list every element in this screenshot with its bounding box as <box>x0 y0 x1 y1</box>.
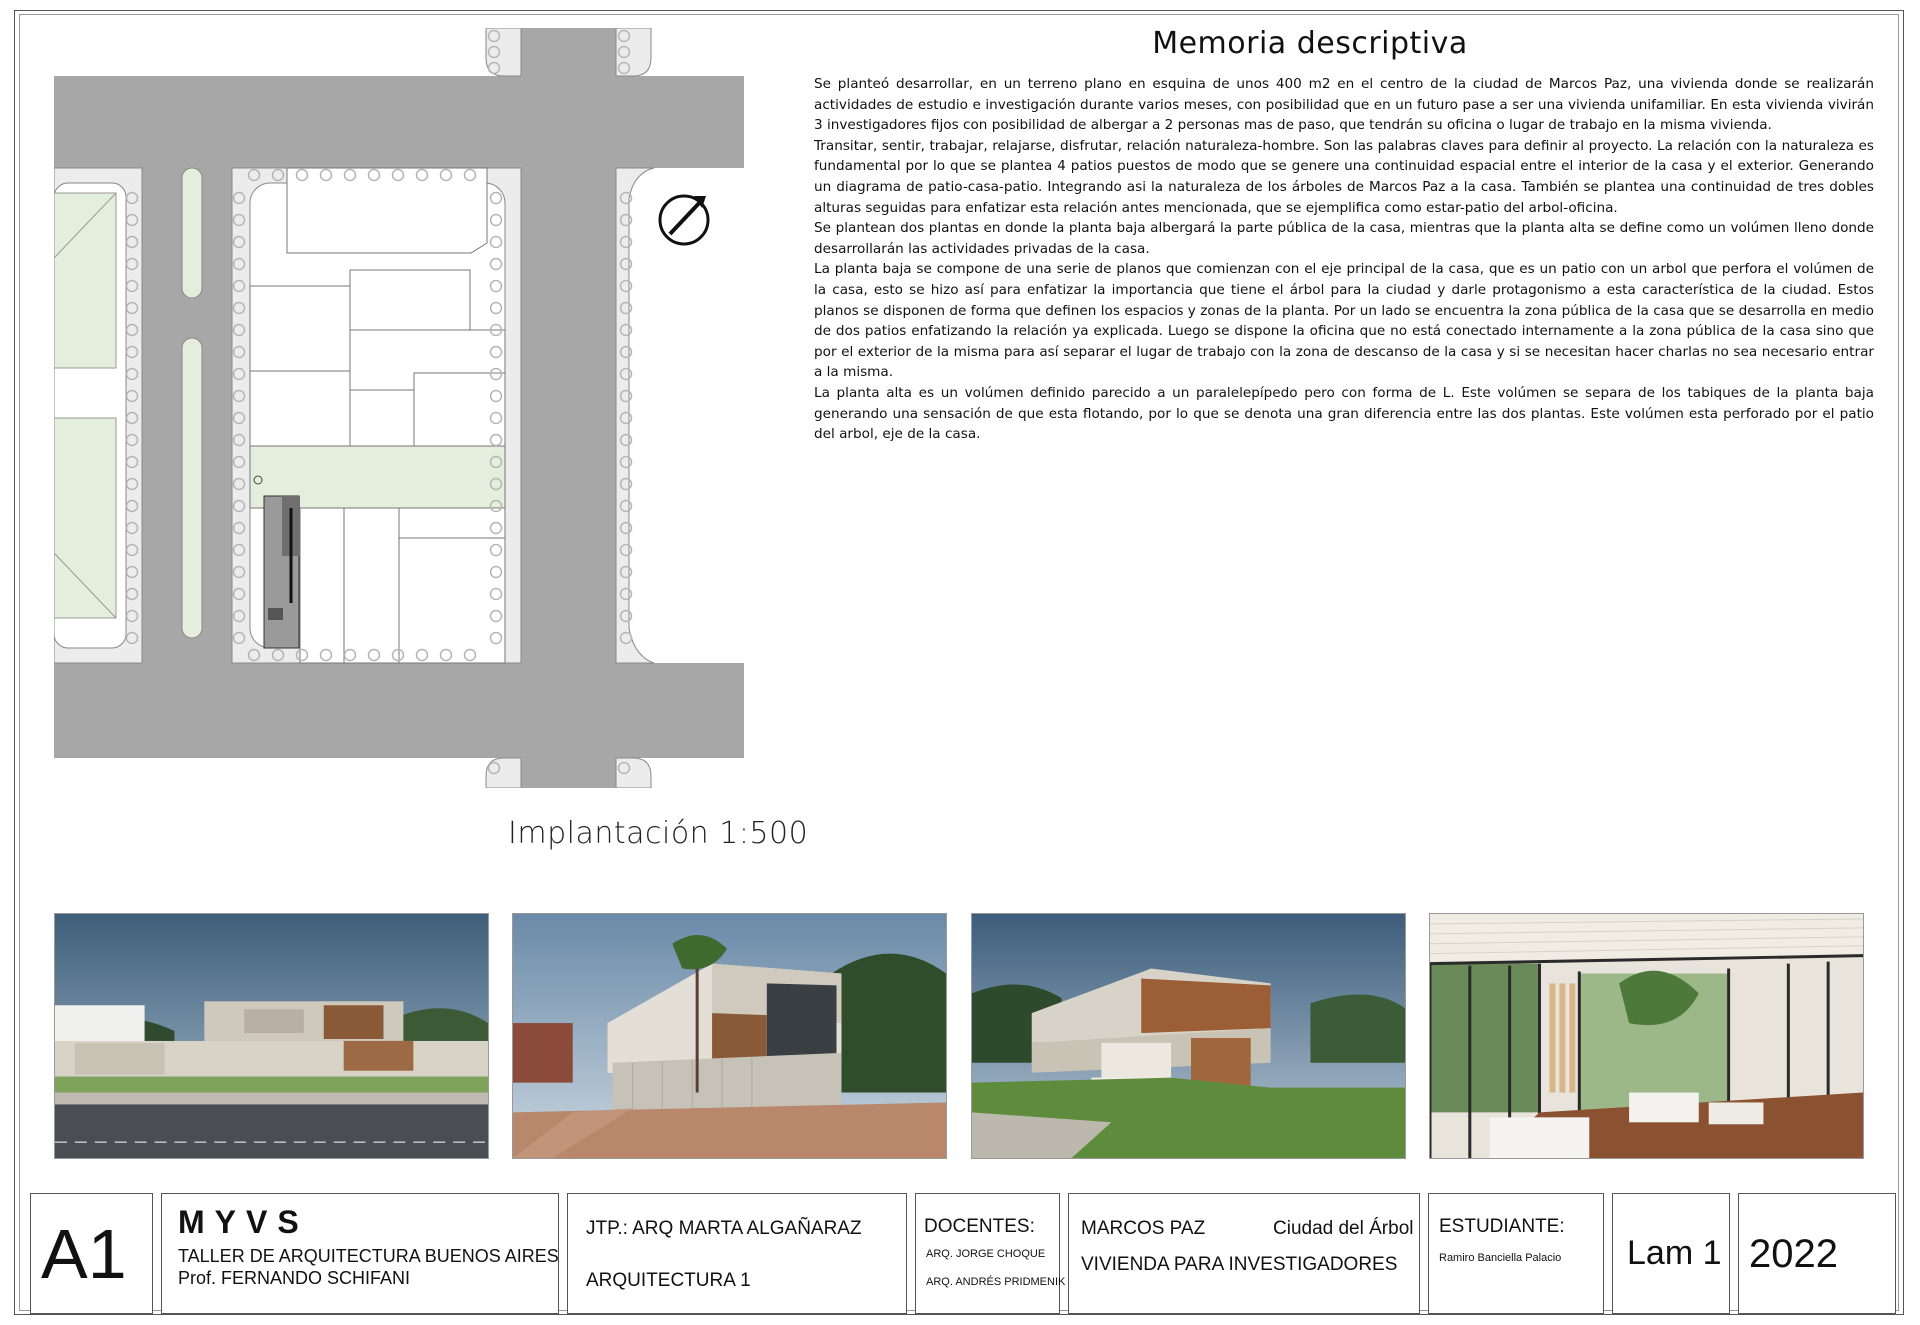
site-plan <box>54 28 744 788</box>
tb-workshop-cell <box>161 1193 559 1314</box>
site-plan-caption: Implantación 1:500 <box>508 816 809 851</box>
memoria-paragraph: La planta baja se compone de una serie de planos que comienzan con el eje principal de la casa, que es un patio con un arbol que perfora el volúmen de la casa, esto se hizo así para enfatizar la importancia que tiene el árbol para la ciudad y darle protagonismo a esta característica de la ciudad. Estos planos se disponen de forma que definen los espacios y zonas de la planta. Por un lado se encuentra la zona pública de la casa que se desarrolla en medio de dos patios enfatizando la relación ya explicada. Luego se dispone la oficina que no está conectado internamente a la zona pública de la casa sino que por el exterior de la misma para así separar el lugar de trabajo con la zona de descanso de la casa y si se necesitan hacer charlas no sea necesario entrar a la misma. <box>814 261 1874 381</box>
tb-project-cell <box>1068 1193 1420 1314</box>
render-rear-patio <box>971 913 1406 1159</box>
title-block <box>30 1193 1896 1314</box>
tb-sheet-size-cell <box>30 1193 153 1314</box>
workshop-name: TALLER DE ARQUITECTURA BUENOS AIRES <box>178 1246 559 1266</box>
memoria-paragraph: Se planteó desarrollar, en un terreno plano en esquina de unos 400 m2 en el centro de la ciudad de Marcos Paz, una vivienda donde se realizarán actividades de estudio e investigación durante varios meses, con posibilidad que en un futuro pase a ser una vivienda unifamiliar. En esta vivienda vivirán 3 investigadores fijos con posibilidad de albergar a 2 personas mas de paso, que tendrán su oficina o lugar de trabajo en la misma vivienda. <box>814 76 1874 134</box>
memoria-paragraph: Se plantean dos plantas en donde la planta baja albergará la parte pública de la casa, mientras que la planta alta se define como un volúmen lleno donde desarrollarán las actividades privadas de la casa. <box>814 220 1874 257</box>
north-arrow-icon <box>660 196 708 244</box>
jtp-name: JTP.: ARQ MARTA ALGAÑARAZ <box>586 1218 862 1239</box>
student-name: Ramiro Banciella Palacio <box>1439 1252 1562 1264</box>
docente-name: ARQ. ANDRÉS PRIDMENIK <box>926 1276 1066 1288</box>
render-front-facade <box>54 913 489 1159</box>
sheet-number: Lam 1 <box>1627 1234 1722 1272</box>
tb-jtp-cell <box>567 1193 907 1314</box>
tb-docentes-cell <box>915 1193 1066 1314</box>
median-strip <box>182 338 202 638</box>
tb-student-cell <box>1428 1193 1604 1314</box>
project-name: VIVIENDA PARA INVESTIGADORES <box>1081 1254 1398 1275</box>
tb-year-cell <box>1738 1193 1896 1314</box>
render-corner-street <box>512 913 947 1159</box>
student-label: ESTUDIANTE: <box>1439 1216 1565 1237</box>
memoria-paragraph: Transitar, sentir, trabajar, relajarse, disfrutar, relación naturaleza-hombre. Son las palabras claves para definir al proyecto. La relación con la naturaleza es fundamental por lo que se plantea 4 patios puestos de modo que se genere una continuidad espacial entre el interior de la casa y el exterior. Generando un diagrama de patio-casa-patio. Integrando asi la naturaleza de los árboles de Marcos Paz a la casa. También se plantea una continuidad de tres dobles alturas seguidas para enfatizar esta relación antes mencionada, que se ejemplifica como estar-patio del arbol-oficina. <box>814 137 1874 216</box>
render-interior-living <box>1429 913 1864 1159</box>
docente-name: ARQ. JORGE CHOQUE <box>926 1248 1046 1260</box>
course-name: ARQUITECTURA 1 <box>586 1270 751 1291</box>
workshop-acronym: MYVS <box>178 1204 309 1240</box>
tb-sheet-number-cell <box>1612 1193 1730 1314</box>
memoria-paragraph: La planta alta es un volúmen definido parecido a un paralelepípedo pero con forma de L. Este volúmen se separa de los tabiques de la planta baja generando una sensación de que esta flotando, por lo que se denota una gran diferencia entre las dos plantas. Este volúmen esta perforado por el patio del arbol, eje de la casa. <box>814 384 1874 443</box>
professor-name: Prof. FERNANDO SCHIFANI <box>178 1268 411 1288</box>
memoria-title: Memoria descriptiva <box>1152 26 1468 61</box>
sheet-size: A1 <box>41 1215 127 1293</box>
project-city-tagline: Ciudad del Árbol <box>1273 1218 1414 1239</box>
project-city: MARCOS PAZ <box>1081 1218 1206 1239</box>
docentes-label: DOCENTES: <box>924 1216 1035 1237</box>
project-year: 2022 <box>1749 1232 1838 1276</box>
renders-strip <box>54 913 1864 1159</box>
median-strip <box>182 168 202 298</box>
left-block <box>54 183 126 648</box>
memoria-body <box>814 74 1874 445</box>
